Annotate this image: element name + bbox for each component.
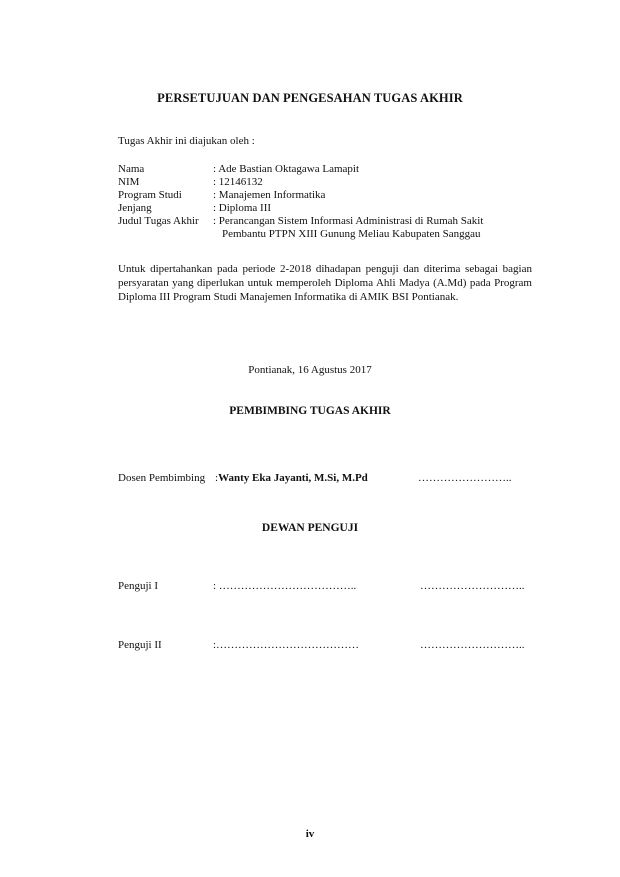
field-label: Judul Tugas Akhir [118, 215, 199, 227]
place-date: Pontianak, 16 Agustus 2017 [248, 364, 372, 376]
field-row-judul-tugas-akhir [118, 215, 538, 241]
field-value: : Manajemen Informatika [213, 189, 326, 201]
field-value: : Perancangan Sistem Informasi Administrasi di Rumah Sakit [213, 215, 484, 227]
intro-text: Tugas Akhir ini diajukan oleh : [118, 135, 255, 147]
student-info-fields [118, 163, 538, 241]
penguji-name-line: : ……………………………….. [213, 580, 357, 592]
field-value: : Diploma III [213, 202, 272, 214]
signature-line: ……………………….. [420, 639, 525, 651]
field-row-nama [118, 163, 538, 176]
signature-line: ……………………….. [420, 580, 525, 592]
dosen-colon: : [215, 472, 219, 484]
penguji-label: Penguji I [118, 580, 159, 592]
page-number: iv [305, 828, 315, 840]
dosen-pembimbing-row [118, 472, 538, 486]
penguji-name-line: :………………………………… [213, 639, 360, 651]
penguji-1-row [118, 580, 538, 594]
field-label: Program Studi [118, 189, 182, 201]
page-title: PERSETUJUAN DAN PENGESAHAN TUGAS AKHIR [157, 91, 463, 105]
pembimbing-heading: PEMBIMBING TUGAS AKHIR [229, 405, 391, 417]
field-label: Jenjang [118, 202, 152, 214]
dewan-penguji-heading: DEWAN PENGUJI [261, 522, 359, 534]
field-row-jenjang [118, 202, 538, 215]
approval-paragraph: Untuk dipertahankan pada periode 2-2018 dihadapan penguji dan diterima sebagai bagian persyaratan yang diperlukan untuk memperoleh Diploma Ahli Madya (A.Md) pada Program Diploma III Program Studi Manajemen Informatika di AMIK BSI Pontianak. [118, 263, 532, 303]
penguji-label: Penguji II [118, 639, 162, 651]
field-label: Nama [118, 163, 145, 175]
field-value: : 12146132 [213, 176, 263, 188]
field-value-continued: Pembantu PTPN XIII Gunung Meliau Kabupaten Sanggau [222, 228, 481, 240]
field-value: : Ade Bastian Oktagawa Lamapit [213, 163, 360, 175]
dosen-label: Dosen Pembimbing [118, 472, 206, 484]
penguji-2-row [118, 639, 538, 653]
signature-line: …………………….. [418, 472, 512, 484]
field-row-program-studi [118, 189, 538, 202]
dosen-name: Wanty Eka Jayanti, M.Si, M.Pd [218, 472, 368, 484]
field-label: NIM [118, 176, 140, 188]
field-row-nim [118, 176, 538, 189]
